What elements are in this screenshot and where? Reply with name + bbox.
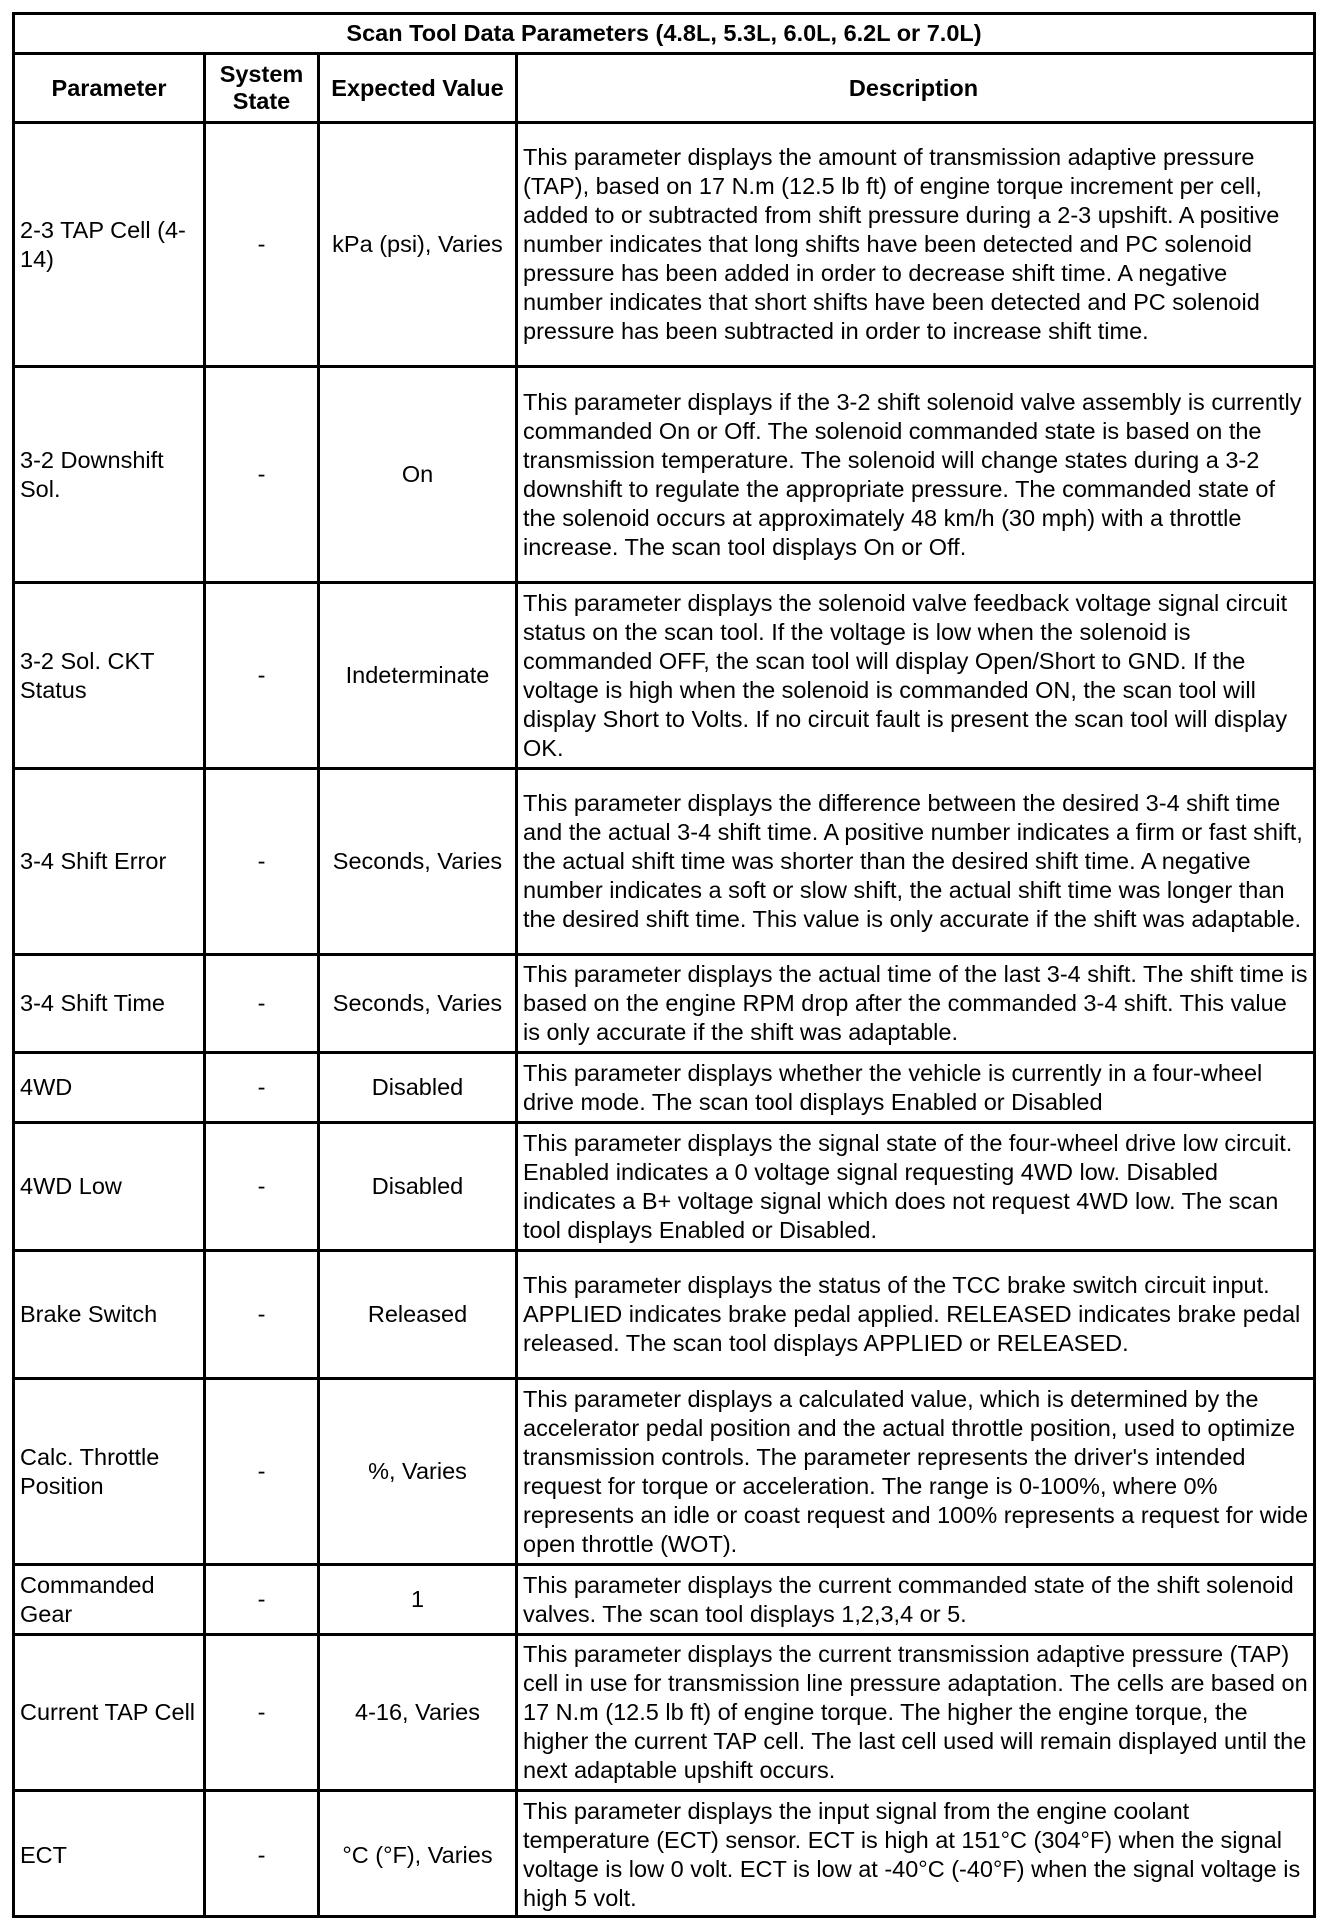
parameter-cell: Current TAP Cell xyxy=(20,1699,196,1725)
description-cell: This parameter displays the input signal from the engine coolant temperature (ECT) sensor. ECT is high at 151°C (304°F) when the signal voltage is low 0 volt. ECT is low at -40°C (-40°F) when the signal voltage is high 5 volt. xyxy=(515,1792,1313,1918)
table-row xyxy=(15,1636,1313,1792)
system-state-cell: - xyxy=(203,1252,317,1377)
expected-value-cell: Released xyxy=(317,1252,515,1377)
table-row xyxy=(15,1566,1313,1636)
description-cell: This parameter displays the solenoid valve feedback voltage signal circuit status on the scan tool. If the voltage is low when the solenoid is commanded OFF, the scan tool will display Open/Short to GND. If the voltage is high when the solenoid is commanded ON, the scan tool will display Short to Volts. If no circuit fault is present the scan tool will display OK. xyxy=(515,584,1313,767)
header-description: Description xyxy=(515,55,1313,121)
expected-value-cell: 4-16, Varies xyxy=(317,1636,515,1789)
expected-value-cell: %, Varies xyxy=(317,1380,515,1563)
description-cell: This parameter displays the amount of transmission adaptive pressure (TAP), based on 17 N.m (12.5 lb ft) of engine torque increment per cell, added to or subtracted from shift pressure during a 2-3 upshift. A positive number indicates that long shifts have been detected and PC solenoid pressure has been added in order to decrease shift time. A negative number indicates that short shifts have been detected and PC solenoid pressure has been subtracted in order to increase shift time. xyxy=(515,124,1313,365)
table-row xyxy=(15,770,1313,956)
system-state-cell: - xyxy=(203,1792,317,1918)
parameter-cell: ECT xyxy=(20,1841,67,1868)
expected-value-cell: Seconds, Varies xyxy=(317,956,515,1051)
expected-value-cell: Disabled xyxy=(317,1054,515,1121)
expected-value-cell: °C (°F), Varies xyxy=(317,1792,515,1918)
system-state-cell: - xyxy=(203,584,317,767)
table-row xyxy=(15,1252,1313,1380)
parameter-cell: 3-4 Shift Time xyxy=(20,990,165,1016)
header-parameter: Parameter xyxy=(51,74,167,101)
system-state-cell: - xyxy=(203,1124,317,1249)
table-row xyxy=(15,1792,1313,1918)
system-state-cell: - xyxy=(203,1380,317,1563)
description-cell: This parameter displays whether the vehicle is currently in a four-wheel drive mode. The scan tool displays Enabled or Disabled xyxy=(515,1054,1313,1121)
table-row xyxy=(15,1054,1313,1124)
parameter-cell: Calc. Throttle Position xyxy=(20,1443,160,1499)
table-title: Scan Tool Data Parameters (4.8L, 5.3L, 6.0L, 6.2L or 7.0L) xyxy=(15,15,1313,55)
expected-value-cell: On xyxy=(317,368,515,581)
parameter-cell: 3-2 Sol. CKT Status xyxy=(20,647,155,703)
parameter-cell: 2-3 TAP Cell (4-14) xyxy=(20,216,186,272)
table-row xyxy=(15,956,1313,1054)
description-cell: This parameter displays the status of the TCC brake switch circuit input. APPLIED indicates brake pedal applied. RELEASED indicates brake pedal released. The scan tool displays APPLIED or RELEASED. xyxy=(515,1252,1313,1377)
system-state-cell: - xyxy=(203,124,317,365)
parameter-cell: 4WD xyxy=(20,1074,73,1100)
expected-value-cell: Indeterminate xyxy=(317,584,515,767)
system-state-cell: - xyxy=(203,770,317,953)
system-state-cell: - xyxy=(203,956,317,1051)
system-state-cell: - xyxy=(203,1566,317,1633)
system-state-cell: - xyxy=(203,1636,317,1789)
expected-value-cell: 1 xyxy=(317,1566,515,1633)
table-row xyxy=(15,1124,1313,1252)
description-cell: This parameter displays a calculated value, which is determined by the accelerator pedal position and the actual throttle position, used to optimize transmission controls. The parameter represents the driver's intended request for torque or acceleration. The range is 0-100%, where 0% represents an idle or coast request and 100% represents a request for wide open throttle (WOT). xyxy=(515,1380,1313,1563)
header-system-state: System State xyxy=(203,55,317,121)
expected-value-cell: kPa (psi), Varies xyxy=(317,124,515,365)
table-row xyxy=(15,584,1313,770)
description-cell: This parameter displays the signal state of the four-wheel drive low circuit. Enabled indicates a 0 voltage signal requesting 4WD low. Disabled indicates a B+ voltage signal which does not request 4WD low. The scan tool displays Enabled or Disabled. xyxy=(515,1124,1313,1249)
scan-tool-data-table xyxy=(12,12,1316,1918)
parameter-cell: Brake Switch xyxy=(20,1301,158,1327)
header-row xyxy=(15,55,1313,124)
table-row xyxy=(15,1380,1313,1566)
expected-value-cell: Seconds, Varies xyxy=(317,770,515,953)
table-row xyxy=(15,124,1313,368)
system-state-cell: - xyxy=(203,1054,317,1121)
expected-value-cell: Disabled xyxy=(317,1124,515,1249)
table-row xyxy=(15,368,1313,584)
system-state-cell: - xyxy=(203,368,317,581)
description-cell: This parameter displays the difference between the desired 3-4 shift time and the actual 3-4 shift time. A positive number indicates a firm or fast shift, the actual shift time was shorter than the desired shift time. A negative number indicates a soft or slow shift, the actual shift time was longer than the desired shift time. This value is only accurate if the shift was adaptable. xyxy=(515,770,1313,953)
description-cell: This parameter displays if the 3-2 shift solenoid valve assembly is currently commanded On or Off. The solenoid commanded state is based on the transmission temperature. The solenoid will change states during a 3-2 downshift to regulate the appropriate pressure. The commanded state of the solenoid occurs at approximately 48 km/h (30 mph) with a throttle increase. The scan tool displays On or Off. xyxy=(515,368,1313,581)
description-cell: This parameter displays the current commanded state of the shift solenoid valves. The scan tool displays 1,2,3,4 or 5. xyxy=(515,1566,1313,1633)
header-expected-value: Expected Value xyxy=(317,55,515,121)
parameter-cell: 3-2 Downshift Sol. xyxy=(20,446,164,502)
description-cell: This parameter displays the actual time of the last 3-4 shift. The shift time is based on the engine RPM drop after the commanded 3-4 shift. This value is only accurate if the shift was adaptable. xyxy=(515,956,1313,1051)
parameter-cell: Commanded Gear xyxy=(20,1571,155,1627)
parameter-cell: 4WD Low xyxy=(20,1173,122,1199)
description-cell: This parameter displays the current transmission adaptive pressure (TAP) cell in use for transmission line pressure adaptation. The cells are based on 17 N.m (12.5 lb ft) of engine torque. The higher the engine torque, the higher the current TAP cell. The last cell used will remain displayed until the next adaptable upshift occurs. xyxy=(515,1636,1313,1789)
parameter-cell: 3-4 Shift Error xyxy=(20,848,167,874)
